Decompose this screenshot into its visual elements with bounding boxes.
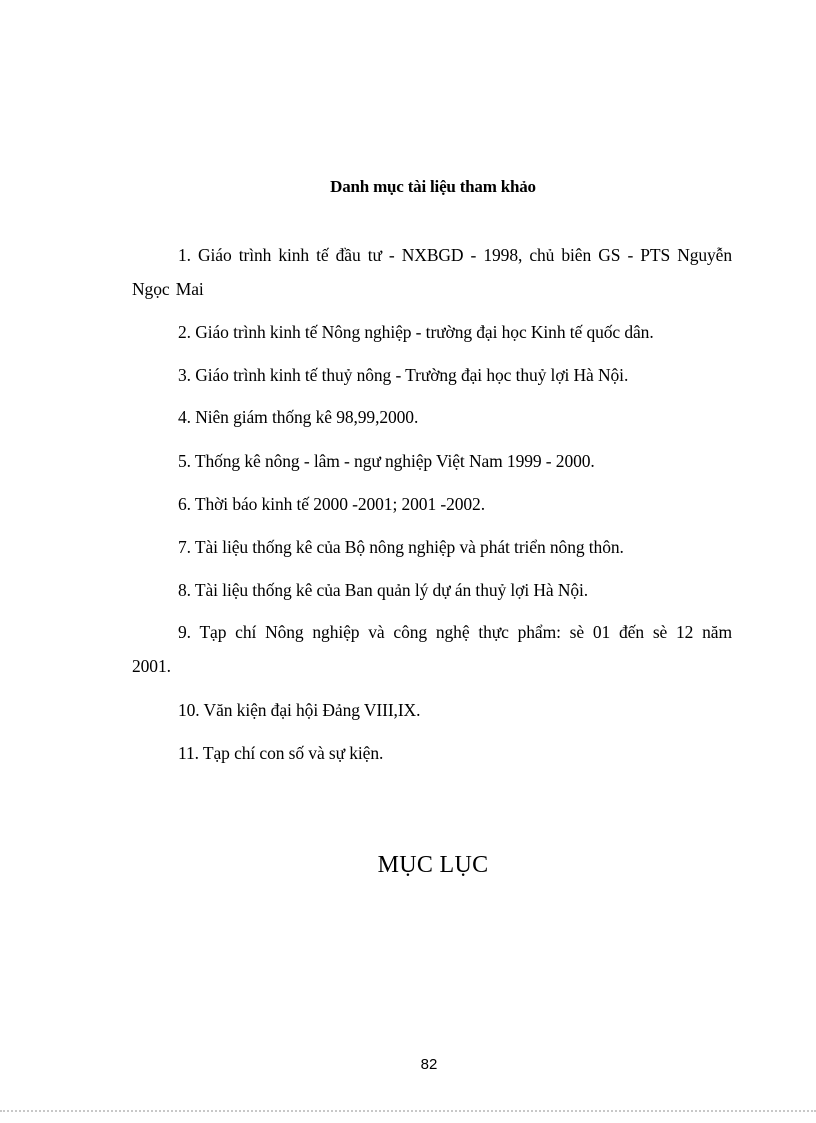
- reference-item-6: 6. Thời báo kinh tế 2000 -2001; 2001 -2002.: [178, 494, 485, 514]
- reference-item-1: 1. Giáo trình kinh tế đầu tư - NXBGD - 1998, chủ biên GS - PTS Nguyễn Ngọc Mai: [132, 245, 732, 299]
- references-heading: Danh mục tài liệu tham khảo: [330, 177, 536, 196]
- reference-item-2: 2. Giáo trình kinh tế Nông nghiệp - trường đại học Kinh tế quốc dân.: [178, 322, 654, 342]
- page-bottom-border: [0, 1110, 816, 1112]
- page-number: 82: [420, 1056, 438, 1073]
- reference-item-3: 3. Giáo trình kinh tế thuỷ nông - Trường đại học thuỷ lợi Hà Nội.: [178, 365, 629, 385]
- reference-item-9: 9. Tạp chí Nông nghiệp và công nghệ thực phẩm: sè 01 đến sè 12 năm 2001.: [132, 622, 732, 676]
- reference-item-7: 7. Tài liệu thống kê của Bộ nông nghiệp và phát triển nông thôn.: [178, 537, 624, 557]
- reference-item-4: 4. Niên giám thống kê 98,99,2000.: [178, 407, 419, 427]
- reference-item-8: 8. Tài liệu thống kê của Ban quản lý dự án thuỷ lợi Hà Nội.: [178, 580, 589, 600]
- reference-item-10: 10. Văn kiện đại hội Đảng VIII,IX.: [178, 700, 421, 720]
- reference-item-5: 5. Thống kê nông - lâm - ngư nghiệp Việt Nam 1999 - 2000.: [178, 451, 595, 471]
- table-of-contents-title: MỤC LỤC: [377, 852, 489, 878]
- reference-item-11: 11. Tạp chí con số và sự kiện.: [178, 743, 384, 763]
